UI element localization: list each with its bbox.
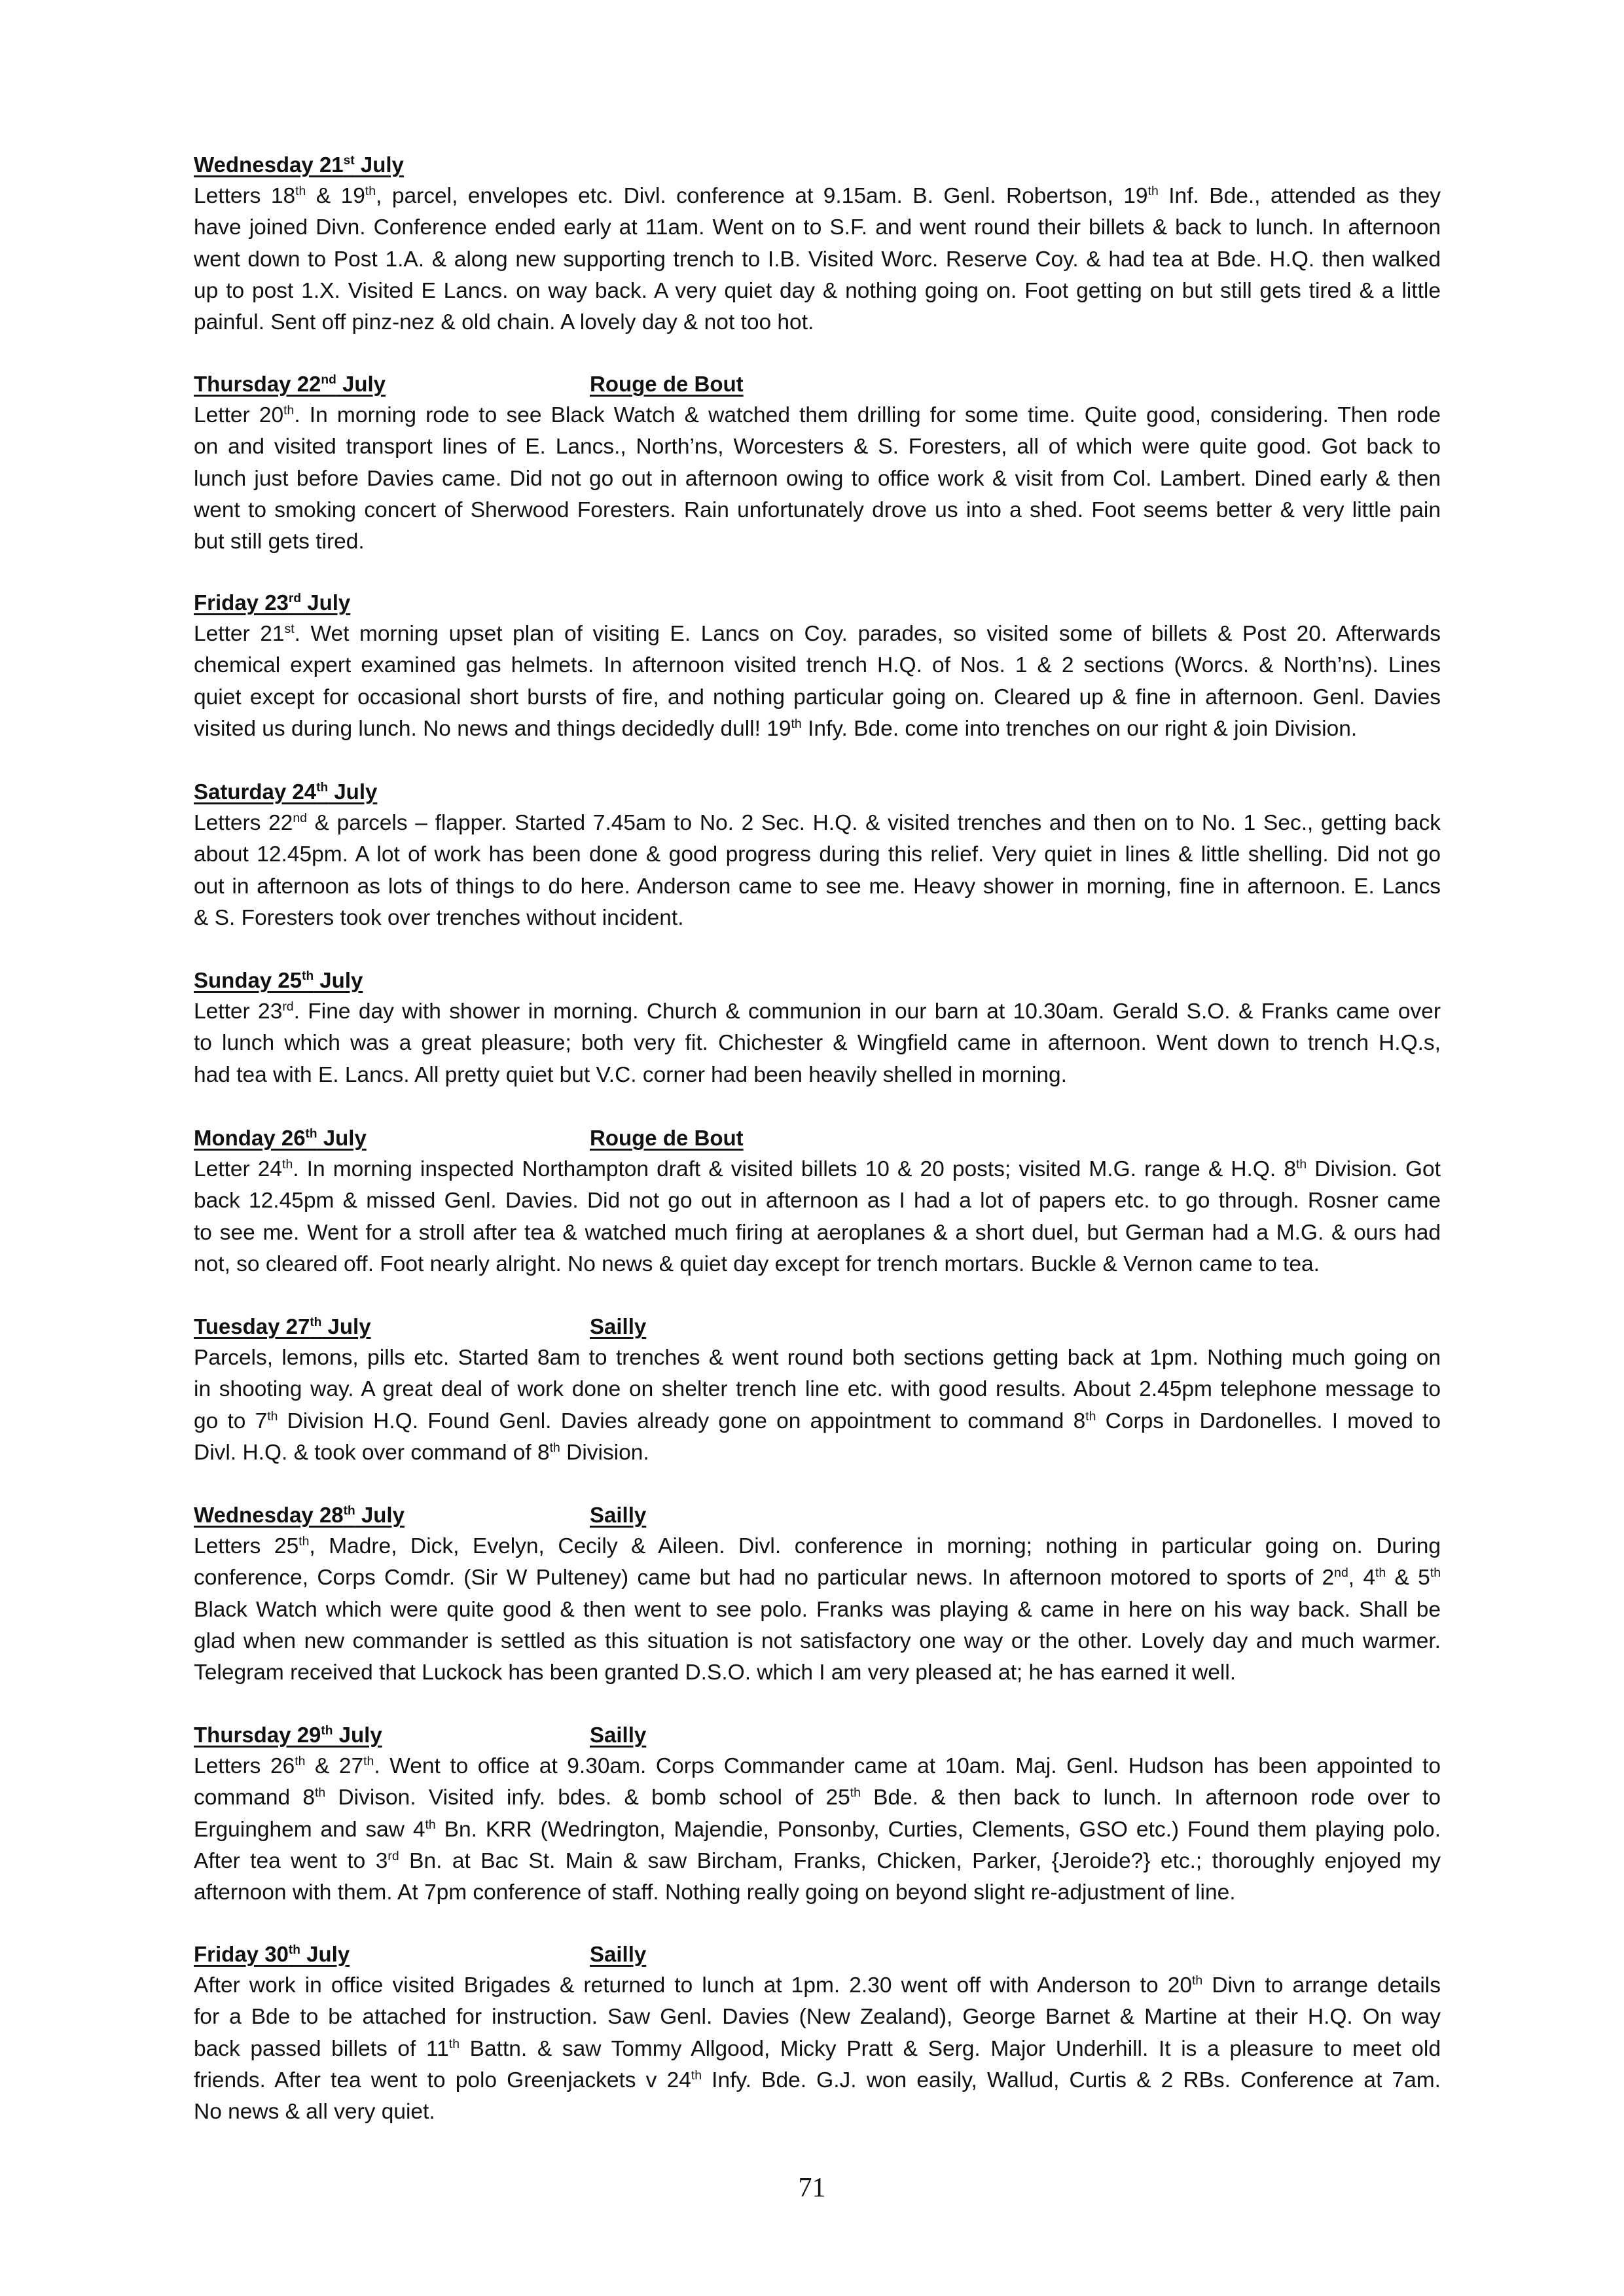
entry-line: went down to Post 1.A. & along new supporting trench to I.B. Visited Worc. Reserve Coy. & had tea at Bde. H.Q. then walked xyxy=(194,247,1441,272)
entry-line: Letter 20th. In morning rode to see Black Watch & watched them drilling for some time. Quite good, considering. Then rode xyxy=(194,403,1441,427)
entry-line: went to smoking concert of Sherwood Foresters. Rain unfortunately drove us into a shed. Foot seems better & very little pain xyxy=(194,497,1441,522)
entry-heading xyxy=(194,1311,1441,1342)
entry-line: Letters 25th, Madre, Dick, Evelyn, Cecily & Aileen. Divl. conference in morning; nothing in particular going on. During xyxy=(194,1534,1441,1558)
entry-line: visited us during lunch. No news and things decidedly dull! 19th Infy. Bde. come into trenches on our right & join Division. xyxy=(194,716,1358,741)
entry-line: conference, Corps Comdr. (Sir W Pulteney) came but had no particular news. In afternoon motored to sports of 2nd, 4th & 5th xyxy=(194,1566,1441,1590)
entry-line: not, so cleared off. Foot nearly alright. No news & quiet day except for trench mortars. Buckle & Vernon came to tea. xyxy=(194,1251,1320,1276)
entry-date: Monday 26th July xyxy=(194,1126,367,1150)
page-number: 71 xyxy=(798,2173,826,2203)
entry-heading xyxy=(194,1499,1441,1531)
entry-heading xyxy=(194,368,1441,400)
entry-line: Erguinghem and saw 4th Bn. KRR (Wedrington, Majendie, Ponsonby, Curties, Clements, GSO etc.) Found them playing polo. xyxy=(194,1817,1441,1842)
diary-entry xyxy=(194,587,1441,745)
entry-heading xyxy=(194,149,1441,181)
entry-text xyxy=(194,808,1441,934)
entry-line: to see me. Went for a stroll after tea & watched much firing at aeroplanes & a short duel, but German had a M.G. & ours had xyxy=(194,1220,1441,1245)
entry-date: Friday 23rd July xyxy=(194,590,351,615)
entry-line: Letters 26th & 27th. Went to office at 9.30am. Corps Commander came at 10am. Maj. Genl. Hudson has been appointed to xyxy=(194,1753,1441,1778)
entry-line: Letter 21st. Wet morning upset plan of visiting E. Lancs on Coy. parades, so visited some of billets & Post 20. Afterwards xyxy=(194,621,1441,646)
entry-date: Wednesday 21st July xyxy=(194,152,404,177)
diary-entry xyxy=(194,776,1441,934)
entry-line: had tea with E. Lancs. All pretty quiet but V.C. corner had been heavily shelled in morning. xyxy=(194,1062,1067,1087)
entry-line: chemical expert examined gas helmets. In afternoon visited trench H.Q. of Nos. 1 & 2 sections (Worcs. & North’ns). Lines xyxy=(194,653,1441,678)
diary-entry xyxy=(194,1122,1441,1280)
entry-text xyxy=(194,619,1441,745)
entry-line: back passed billets of 11th Battn. & saw Tommy Allgood, Micky Pratt & Serg. Major Underhill. It is a pleasure to meet old xyxy=(194,2036,1441,2061)
entry-date: Friday 30th July xyxy=(194,1942,350,1966)
entry-line: but still gets tired. xyxy=(194,529,365,554)
entry-date: Sunday 25th July xyxy=(194,968,363,992)
entry-text xyxy=(194,1154,1441,1280)
entry-line: glad when new commander is settled as this situation is not satisfactory one way or the other. Lovely day and much warmer. xyxy=(194,1628,1441,1653)
entry-line: Telegram received that Luckock has been granted D.S.O. which I am very pleased at; he has earned it well. xyxy=(194,1660,1236,1685)
entry-location: Sailly xyxy=(590,1503,647,1527)
entry-location: Rouge de Bout xyxy=(590,1126,744,1150)
entry-line: to lunch which was a great pleasure; both very fit. Chichester & Wingfield came in afternoon. Went down to trench H.Q.s, xyxy=(194,1031,1441,1056)
entry-text xyxy=(194,400,1441,558)
entry-line: Black Watch which were quite good & then went to see polo. Franks was playing & came in here on his way back. Shall be xyxy=(194,1597,1441,1622)
entry-text xyxy=(194,996,1441,1091)
entry-heading xyxy=(194,776,1441,808)
entry-line: in shooting way. A great deal of work done on shelter trench line etc. with good results. About 2.45pm telephone message to xyxy=(194,1377,1441,1402)
entry-line: Letter 23rd. Fine day with shower in morning. Church & communion in our barn at 10.30am. Gerald S.O. & Franks came over xyxy=(194,999,1441,1024)
entry-line: & S. Foresters took over trenches without incident. xyxy=(194,905,684,930)
diary-entry xyxy=(194,149,1441,338)
diary-entry xyxy=(194,965,1441,1091)
entry-line: have joined Divn. Conference ended early at 11am. Went on to S.F. and went round their billets & back to lunch. In afternoon xyxy=(194,215,1441,240)
diary-entry xyxy=(194,1311,1441,1469)
entry-line: After work in office visited Brigades & returned to lunch at 1pm. 2.30 went off with Anderson to 20th Divn to arrange details xyxy=(194,1973,1441,1998)
entry-location: Sailly xyxy=(590,1723,647,1747)
entry-text xyxy=(194,1531,1441,1689)
entry-line: out in afternoon as lots of things to do here. Anderson came to see me. Heavy shower in morning, fine in afternoon. E. Lancs xyxy=(194,874,1441,899)
entry-heading xyxy=(194,965,1441,996)
entry-line: back 12.45pm & missed Genl. Davies. Did not go out in afternoon as I had a lot of papers etc. to go through. Rosner came xyxy=(194,1189,1441,1213)
entry-line: Letter 24th. In morning inspected Northampton draft & visited billets 10 & 20 posts; visited M.G. range & H.Q. 8th Division. Got xyxy=(194,1157,1441,1181)
entry-line: Divl. H.Q. & took over command of 8th Division. xyxy=(194,1440,649,1465)
entry-text xyxy=(194,1342,1441,1469)
entry-line: No news & all very quiet. xyxy=(194,2100,435,2125)
entry-date: Thursday 29th July xyxy=(194,1723,382,1747)
entry-line: lunch just before Davies came. Did not go out in afternoon owing to office work & visit from Col. Lambert. Dined early & then xyxy=(194,466,1441,491)
entry-line: quiet except for occasional short bursts of fire, and nothing particular going on. Cleared up & fine in afternoon. Genl. Davies xyxy=(194,685,1441,709)
entry-heading xyxy=(194,1719,1441,1751)
entry-date: Wednesday 28th July xyxy=(194,1503,405,1527)
entry-date: Saturday 24th July xyxy=(194,780,378,804)
entry-heading xyxy=(194,1122,1441,1154)
entry-line: Letters 22nd & parcels – flapper. Started 7.45am to No. 2 Sec. H.Q. & visited trenches and then on to No. 1 Sec., getting back xyxy=(194,810,1441,835)
entry-text xyxy=(194,181,1441,338)
entry-line: friends. After tea went to polo Greenjackets v 24th Infy. Bde. G.J. won easily, Wallud, Curtis & 2 RBs. Conference at 7am. xyxy=(194,2068,1441,2092)
entry-line: on and visited transport lines of E. Lancs., North’ns, Worcesters & S. Foresters, all of which were quite good. Got back to xyxy=(194,435,1441,459)
diary-entry xyxy=(194,1499,1441,1689)
entry-location: Sailly xyxy=(590,1942,647,1966)
entry-heading xyxy=(194,587,1441,619)
diary-entry xyxy=(194,1939,1441,2128)
entry-text xyxy=(194,1751,1441,1909)
entry-line: After tea went to 3rd Bn. at Bac St. Main & saw Bircham, Franks, Chicken, Parker, {Jeroide?} etc.; thoroughly enjoyed my xyxy=(194,1848,1441,1873)
diary-entry xyxy=(194,368,1441,558)
entry-date: Thursday 22nd July xyxy=(194,372,386,396)
entry-date: Tuesday 27th July xyxy=(194,1314,371,1338)
entry-text xyxy=(194,1970,1441,2128)
entry-line: command 8th Divison. Visited infy. bdes. & bomb school of 25th Bde. & then back to lunch. In afternoon rode over to xyxy=(194,1785,1441,1810)
entry-line: for a Bde to be attached for instruction. Saw Genl. Davies (New Zealand), George Barnet & Martine at their H.Q. On way xyxy=(194,2005,1441,2030)
entry-line: painful. Sent off pinz-nez & old chain. A lovely day & not too hot. xyxy=(194,310,814,335)
entry-line: up to post 1.X. Visited E Lancs. on way back. A very quiet day & nothing going on. Foot getting on but still gets tired & a little xyxy=(194,278,1441,303)
entry-line: Parcels, lemons, pills etc. Started 8am to trenches & went round both sections getting back at 1pm. Nothing much going on xyxy=(194,1346,1441,1370)
entry-location: Rouge de Bout xyxy=(590,372,744,396)
diary-entry xyxy=(194,1719,1441,1909)
entry-heading xyxy=(194,1939,1441,1970)
entry-line: go to 7th Division H.Q. Found Genl. Davies already gone on appointment to command 8th Corps in Dardonelles. I moved to xyxy=(194,1408,1441,1433)
entry-line: afternoon with them. At 7pm conference of staff. Nothing really going on beyond slight re-adjustment of line. xyxy=(194,1880,1236,1905)
entry-location: Sailly xyxy=(590,1314,647,1338)
entry-line: Letters 18th & 19th, parcel, envelopes etc. Divl. conference at 9.15am. B. Genl. Robertson, 19th Inf. Bde., attended as they xyxy=(194,183,1441,208)
entry-line: about 12.45pm. A lot of work has been done & good progress during this relief. Very quiet in lines & little shelling. Did not go xyxy=(194,842,1441,867)
